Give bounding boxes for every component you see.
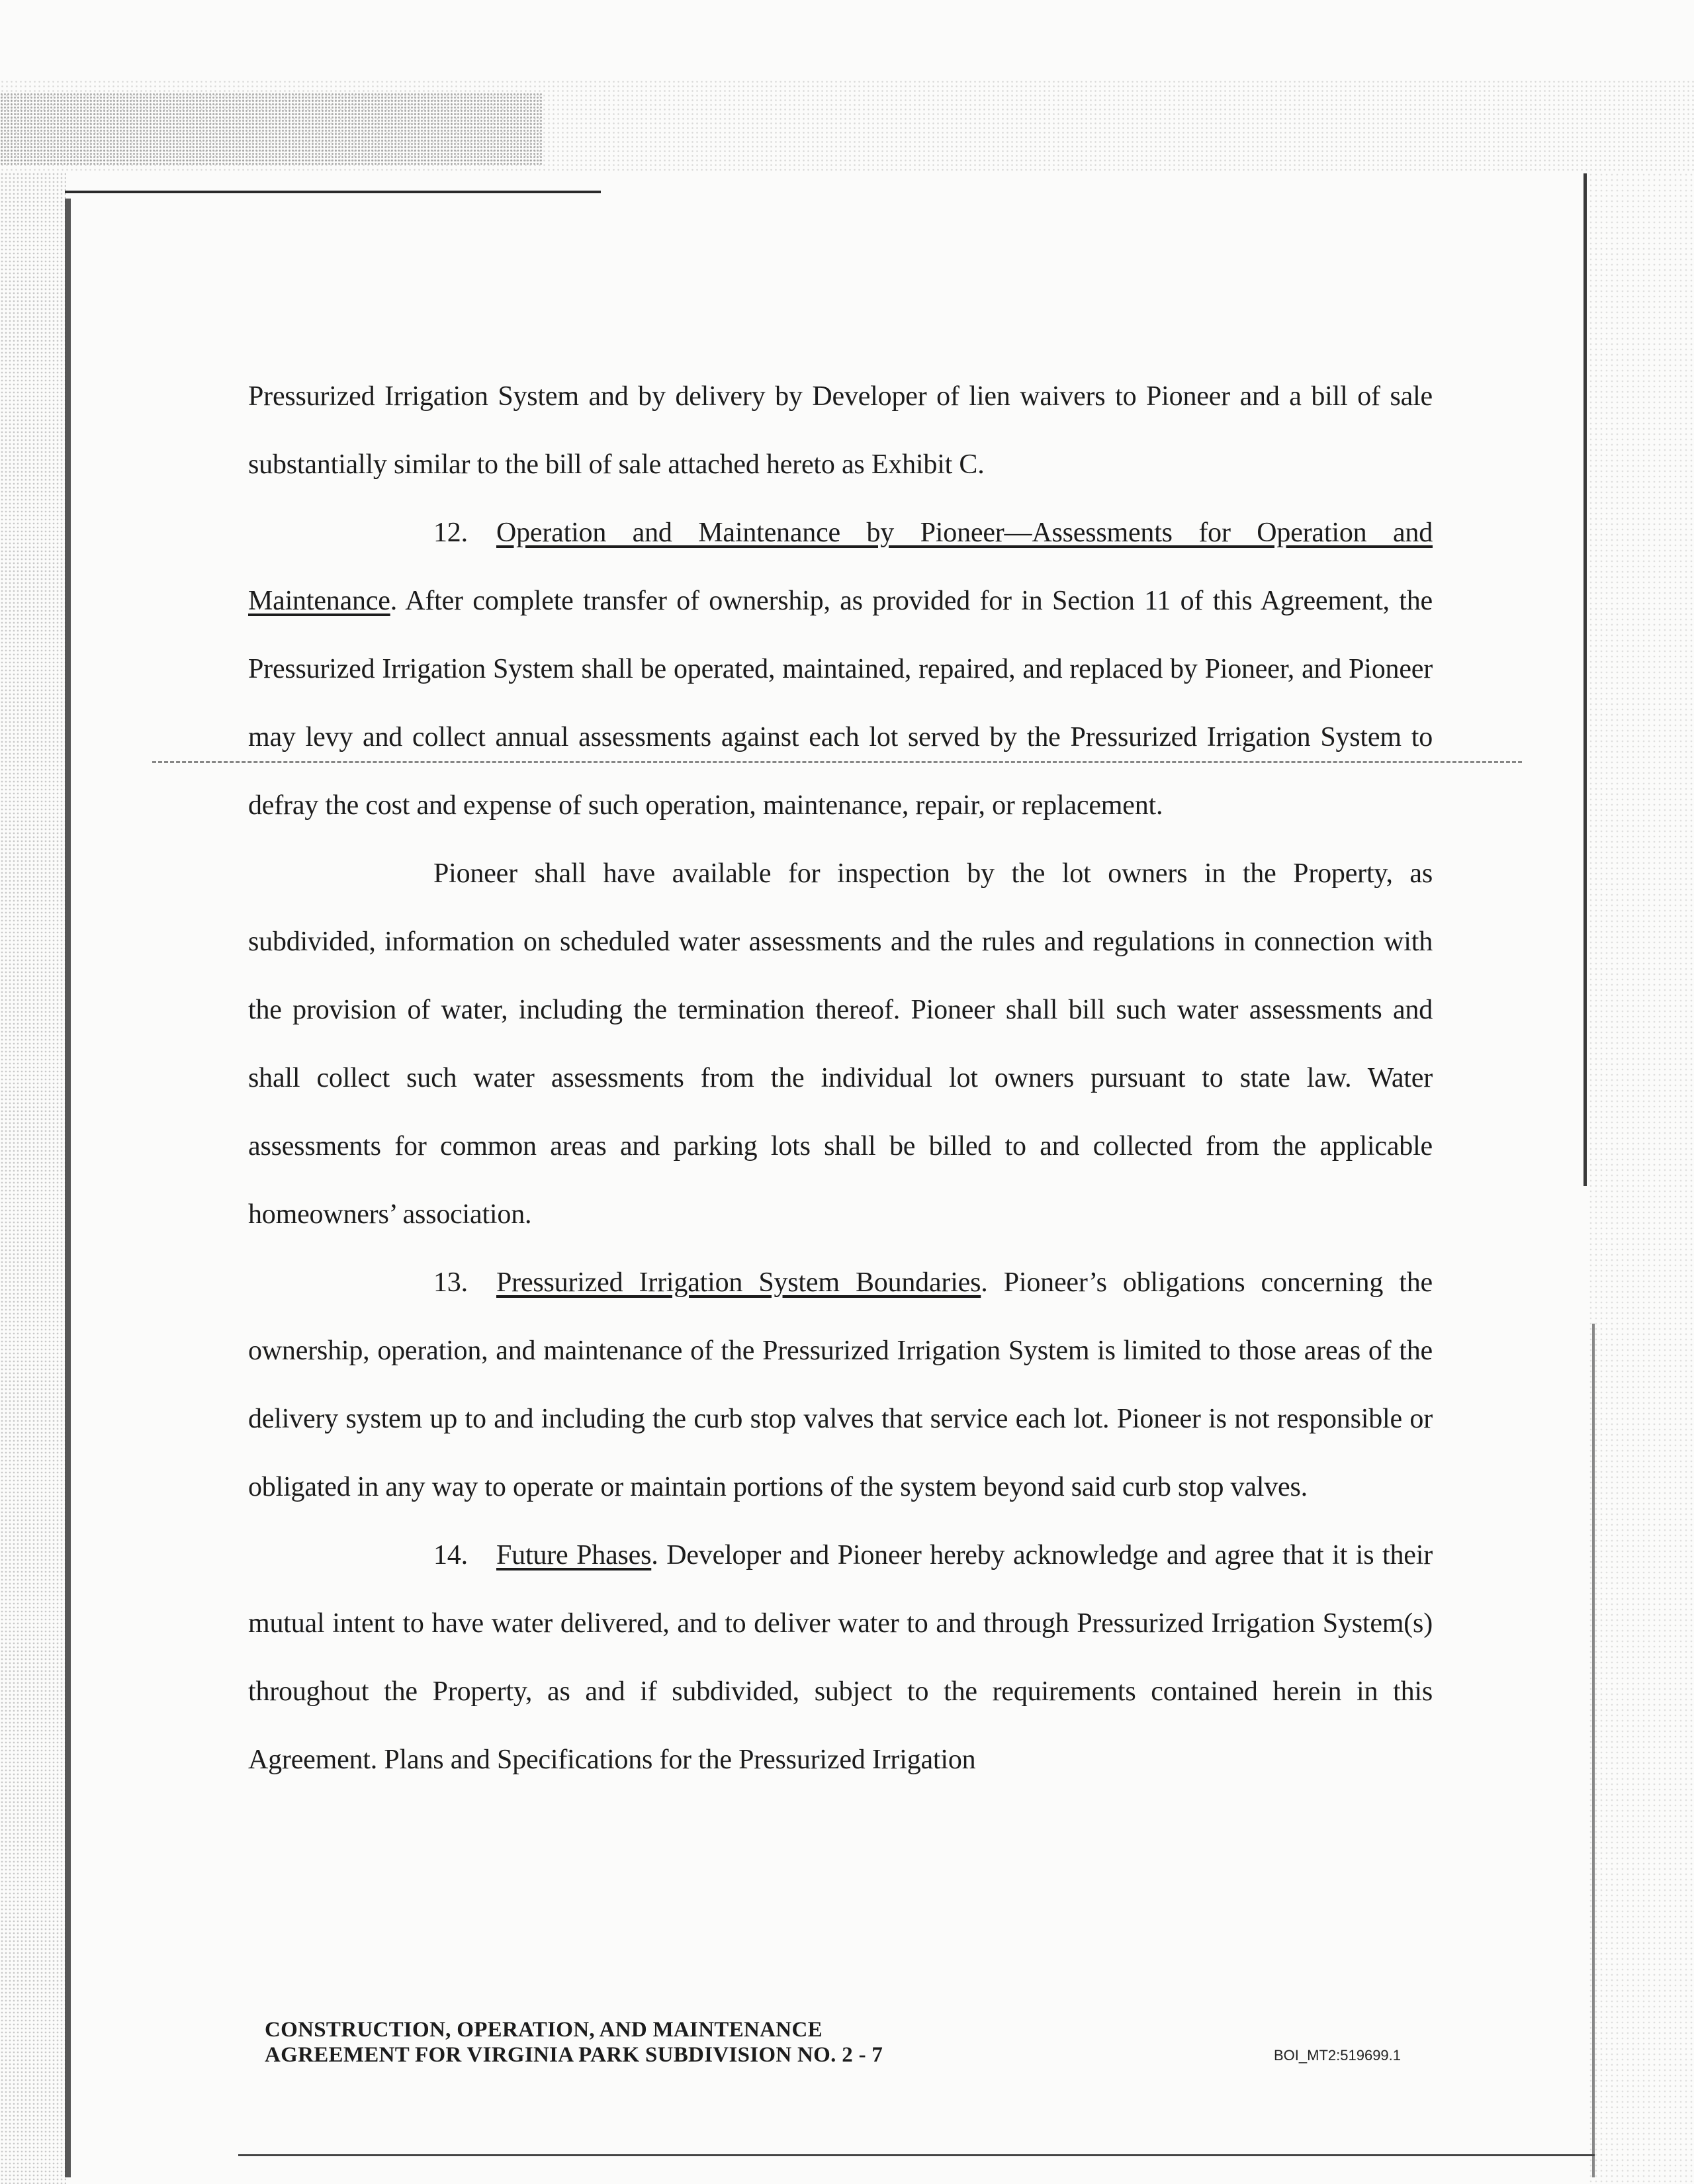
section-body: After complete transfer of ownership, as provided for in Section 11 of this Agreement, the Pressurized Irrigation System shall be operated, maintained, repaired, and replaced by Pioneer, and Pioneer may levy and collect annual assessments against each lot served by the Pressurized Irrigation System to defray the cost and expense of such operation, maintenance, repair, or replacement. <box>248 586 1433 821</box>
scan-edge-left <box>65 199 71 2177</box>
paragraph-assessments: Pioneer shall have available for inspection by the lot owners in the Property, as subdivided, information on scheduled water assessments and the rules and regulations in connection with the provision of water, including the termination thereof. Pioneer shall bill such water assessments and shall collect such water assessments from the individual lot owners pursuant to state law. Water assessments for common areas and parking lots shall be billed to and collected from the applicable homeowners’ association. <box>248 858 1433 1230</box>
footer-title-line1: CONSTRUCTION, OPERATION, AND MAINTENANCE <box>265 2018 823 2042</box>
section-12 <box>248 499 1433 840</box>
scan-edge-top <box>65 191 601 193</box>
paragraph-continuation: Pressurized Irrigation System and by delivery by Developer of lien waivers to Pioneer and a bill of sale substantially similar to the bill of sale attached hereto as Exhibit C. <box>248 381 1433 480</box>
section-number: 14. <box>433 1540 468 1570</box>
section-body: Pioneer’s obligations concerning the ownership, operation, and maintenance of the Pressurized Irrigation System is limited to those areas of the delivery system up to and including the curb stop valves that service each lot. Pioneer is not responsible or obligated in any way to operate or maintain portions of the system beyond said curb stop valves. <box>248 1267 1433 1502</box>
section-body: Developer and Pioneer hereby acknowledge and agree that it is their mutual intent to have water delivered, and to deliver water to and through Pressurized Irrigation System(s) throughout the Property, as and if subdivided, subject to the requirements contained herein in this Agreement. Plans and Specifications for the Pressurized Irrigation <box>248 1540 1433 1775</box>
section-heading-end: . <box>981 1267 988 1298</box>
scan-noise-right <box>1588 172 1694 2184</box>
section-14 <box>248 1522 1433 1794</box>
section-heading: Future Phases <box>496 1540 652 1570</box>
section-heading: Pressurized Irrigation System Boundaries <box>496 1267 981 1298</box>
section-number: 12. <box>433 518 468 548</box>
scan-edge-right-lower <box>1592 1324 1595 2177</box>
section-heading-end: . <box>390 586 398 616</box>
scan-noise-corner <box>0 93 543 165</box>
section-number: 13. <box>433 1267 468 1298</box>
scan-edge-right <box>1583 173 1587 1186</box>
footer-title <box>265 2017 883 2068</box>
section-heading: Operation and Maintenance by Pioneer—Assessments for Operation and Maintenance <box>248 518 1433 616</box>
section-heading-end: . <box>651 1540 658 1570</box>
footer-title-line2: AGREEMENT FOR VIRGINIA PARK SUBDIVISION NO. 2 - 7 <box>265 2043 883 2067</box>
document-id: BOI_MT2:519699.1 <box>1274 2047 1402 2064</box>
scan-edge-bottom <box>238 2154 1595 2156</box>
scan-noise-left <box>0 172 66 2184</box>
section-13 <box>248 1249 1433 1522</box>
document-body <box>248 363 1433 1794</box>
